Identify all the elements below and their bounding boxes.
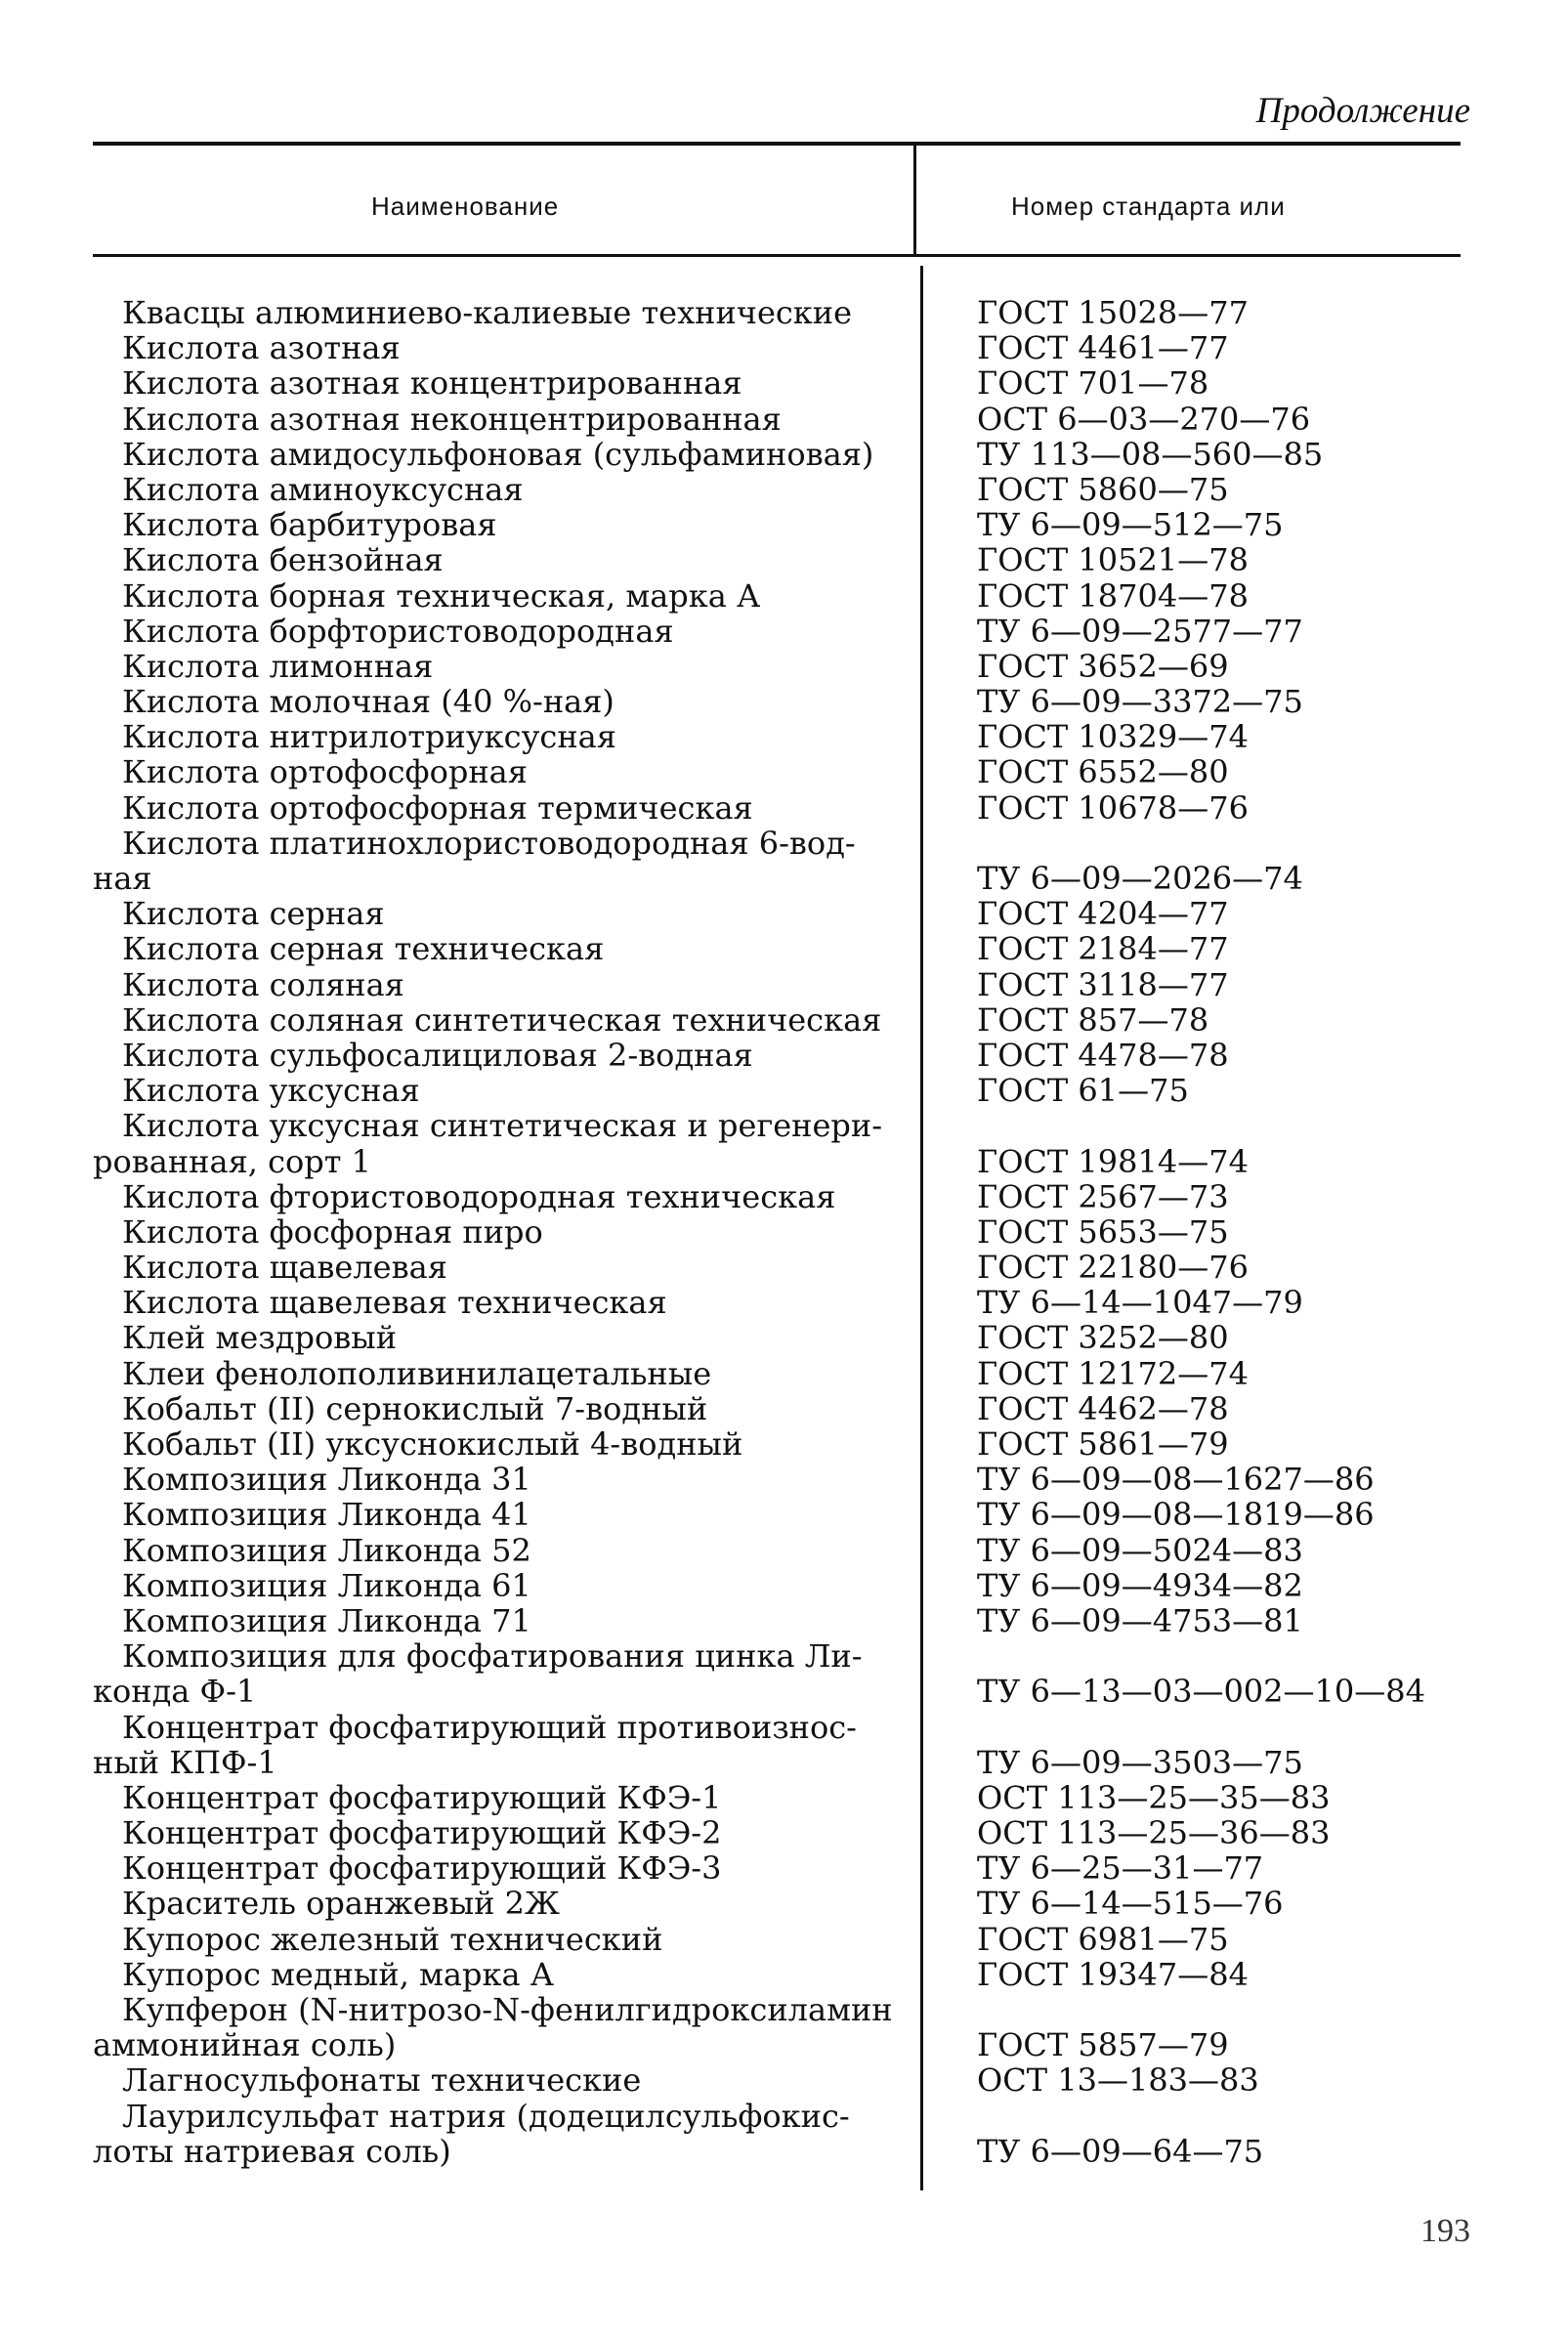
standard-number: ГОСТ 5857—79 [977, 2026, 1229, 2064]
item-name-line: Композиция Ликонда 31 [122, 1461, 531, 1499]
item-name-line: Кислота соляная [122, 965, 404, 1003]
table-row [93, 330, 1461, 365]
item-name-line: Кислота фтористоводородная техническая [122, 1177, 836, 1215]
item-name [93, 1073, 894, 1108]
standard-number: ТУ 6—09—08—1819—86 [977, 1496, 1375, 1534]
table-row [93, 1603, 1461, 1638]
table-row [93, 1780, 1461, 1815]
table-row [93, 365, 1461, 401]
item-name-line: Кислота серная техническая [122, 930, 605, 968]
table-row [93, 649, 1461, 684]
item-name [93, 1780, 894, 1815]
table-row [93, 1568, 1461, 1603]
standard-number: ТУ 6—09—08—1627—86 [977, 1461, 1375, 1499]
item-name [93, 614, 894, 649]
standard-number: ГОСТ 10329—74 [977, 718, 1249, 756]
item-name [93, 1462, 894, 1497]
item-name [93, 1815, 894, 1850]
standard-number: ГОСТ 5860—75 [977, 470, 1229, 508]
table-row [93, 1886, 1461, 1921]
table-body [93, 295, 1461, 2169]
item-name [93, 896, 894, 931]
table-top-rule [93, 142, 1461, 146]
item-name-line: Кислота ортофосфорная термическая [122, 788, 753, 827]
item-name [93, 684, 894, 719]
item-name-line: Кислота нитрилотриуксусная [122, 718, 616, 756]
item-name [93, 1179, 894, 1214]
standard-number: ГОСТ 19347—84 [977, 1955, 1249, 1993]
item-name [93, 967, 894, 1002]
standard-number: ГОСТ 19814—74 [977, 1142, 1249, 1180]
table-row [93, 790, 1461, 826]
table-row [93, 402, 1461, 437]
item-name [93, 1638, 894, 1709]
item-name-line: Кислота сульфосалициловая 2-водная [122, 1036, 753, 1074]
table-row [93, 1073, 1461, 1108]
standard-number: ТУ 6—25—31—77 [977, 1849, 1264, 1888]
standard-number: ТУ 6—09—2026—74 [977, 860, 1303, 897]
standard-number: ГОСТ 61—75 [977, 1072, 1189, 1110]
table-row [93, 967, 1461, 1002]
table-row [93, 614, 1461, 649]
item-name-line: Кислота уксусная [122, 1072, 420, 1110]
item-name [93, 295, 894, 330]
standard-number: ГОСТ 22180—76 [977, 1249, 1249, 1287]
standard-number: ГОСТ 2184—77 [977, 930, 1229, 968]
table-row [93, 437, 1461, 472]
item-name [93, 1922, 894, 1957]
table-row [93, 1038, 1461, 1073]
item-name-line: ная [93, 860, 152, 897]
item-name-line: Кислота серная [122, 895, 385, 933]
standard-number: ГОСТ 4204—77 [977, 895, 1229, 933]
standard-number: ГОСТ 3252—80 [977, 1319, 1229, 1357]
standard-number: ТУ 6—09—4753—81 [977, 1601, 1303, 1639]
item-name [93, 1497, 894, 1532]
header-column-divider [913, 142, 916, 257]
table-row [93, 2099, 1461, 2169]
item-name-line: Кислота ортофосфорная [122, 753, 528, 791]
standard-number: ГОСТ 3118—77 [977, 965, 1229, 1003]
item-name [93, 1108, 894, 1178]
item-name-line: Кислота уксусная синтетическая и регенери- [122, 1107, 883, 1145]
column-header-name: Наименование [371, 191, 560, 221]
item-name-line: Кислота щавелевая техническая [122, 1284, 667, 1322]
item-name [93, 790, 894, 826]
item-name-line: Композиция Ликонда 71 [122, 1601, 531, 1639]
item-name-line: Концентрат фосфатирующий противоизнос- [122, 1708, 857, 1746]
standard-number: ГОСТ 2567—73 [977, 1177, 1229, 1215]
table-row [93, 826, 1461, 896]
table-row [93, 1179, 1461, 1214]
standard-number: ГОСТ 3652—69 [977, 647, 1229, 685]
table-row [93, 931, 1461, 966]
item-name [93, 507, 894, 542]
standard-number: ГОСТ 4462—78 [977, 1389, 1229, 1427]
item-name-line: ный КПФ-1 [93, 1743, 277, 1781]
item-name-line: Клей мездровый [122, 1319, 398, 1357]
standard-number: ТУ 6—09—2577—77 [977, 612, 1303, 650]
table-row [93, 1992, 1461, 2062]
item-name [93, 1038, 894, 1073]
header-bottom-rule [93, 254, 1461, 257]
table-row [93, 1108, 1461, 1178]
standard-number: ОСТ 113—25—36—83 [977, 1814, 1331, 1852]
item-name-line: Кислота платинохлористоводородная 6-вод- [122, 824, 856, 862]
table-row [93, 1214, 1461, 1250]
table-row [93, 1957, 1461, 1992]
table-row [93, 507, 1461, 542]
item-name-line: Кислота лимонная [122, 647, 434, 685]
item-name-line: Кислота барбитуровая [122, 506, 497, 544]
standard-number: ГОСТ 15028—77 [977, 294, 1249, 331]
item-name-line: Кислота фосфорная пиро [122, 1212, 543, 1251]
item-name [93, 1603, 894, 1638]
table-row [93, 754, 1461, 789]
item-name-line: Купорос железный технический [122, 1920, 663, 1958]
table-row [93, 1850, 1461, 1886]
item-name-line: Композиция для фосфатирования цинка Ли- [122, 1637, 863, 1676]
item-name [93, 931, 894, 966]
item-name-line: лоты натриевая соль) [93, 2132, 451, 2170]
item-name-line: Краситель оранжевый 2Ж [122, 1885, 560, 1923]
table-row [93, 1250, 1461, 1285]
item-name-line: Кислота азотная неконцентрированная [122, 400, 782, 438]
item-name-line: Композиция Ликонда 41 [122, 1496, 531, 1534]
table-row [93, 1426, 1461, 1462]
item-name-line: Композиция Ликонда 52 [122, 1531, 531, 1569]
item-name-line: Кислота молочная (40 %-ная) [122, 683, 614, 721]
table-row [93, 1356, 1461, 1391]
standard-number: ГОСТ 10678—76 [977, 788, 1249, 827]
item-name [93, 1426, 894, 1462]
table-row [93, 1002, 1461, 1038]
item-name-line: Клеи фенолополивинилацетальные [122, 1354, 712, 1392]
table-row [93, 1710, 1461, 1780]
table-row [93, 684, 1461, 719]
item-name [93, 2062, 894, 2098]
item-name [93, 437, 894, 472]
item-name [93, 1285, 894, 1320]
standard-number: ГОСТ 10521—78 [977, 541, 1249, 579]
item-name-line: Кислота борная техническая, марка А [122, 576, 761, 615]
standard-number: ГОСТ 5653—75 [977, 1212, 1229, 1251]
item-name [93, 1992, 894, 2062]
table-row [93, 719, 1461, 754]
standard-number: ТУ 6—09—3372—75 [977, 683, 1303, 721]
table-row [93, 896, 1461, 931]
item-name-line: аммонийная соль) [93, 2026, 397, 2064]
standard-number: ГОСТ 6981—75 [977, 1920, 1229, 1958]
column-header-number: Номер стандарта или [1011, 191, 1286, 221]
standard-number: ГОСТ 4461—77 [977, 329, 1229, 367]
continuation-label: Продолжение [1255, 91, 1470, 131]
table-row [93, 1533, 1461, 1568]
standard-number: ГОСТ 4478—78 [977, 1036, 1229, 1074]
standard-number: ОСТ 13—183—83 [977, 2061, 1259, 2100]
standard-number: ГОСТ 701—78 [977, 364, 1209, 403]
standard-number: ТУ 6—09—512—75 [977, 506, 1284, 544]
item-name-line: Кислота амидосульфоновая (сульфаминовая) [122, 435, 874, 473]
item-name [93, 472, 894, 507]
item-name-line: Кислота азотная концентрированная [122, 364, 742, 403]
standard-number: ГОСТ 18704—78 [977, 576, 1249, 615]
item-name [93, 1568, 894, 1603]
item-name-line: конда Ф-1 [93, 1673, 257, 1711]
standard-number: ТУ 6—09—5024—83 [977, 1531, 1303, 1569]
standard-number: ГОСТ 6552—80 [977, 753, 1229, 791]
item-name-line: Купферон (N-нитрозо-N-фенилгидроксиламин [122, 1991, 893, 2028]
item-name-line: Кислота соляная синтетическая техническая [122, 1000, 882, 1039]
table-row [93, 1815, 1461, 1850]
standard-number: ОСТ 113—25—35—83 [977, 1778, 1331, 1816]
item-name-line: рованная, сорт 1 [93, 1142, 372, 1180]
table-row [93, 1497, 1461, 1532]
page-number: 193 [1420, 2213, 1470, 2249]
item-name [93, 1850, 894, 1886]
item-name [93, 1710, 894, 1780]
item-name-line: Квасцы алюминиево-калиевые технические [122, 294, 853, 331]
item-name [93, 754, 894, 789]
table-row [93, 1320, 1461, 1355]
item-name [93, 1957, 894, 1992]
table-row [93, 1922, 1461, 1957]
item-name-line: Композиция Ликонда 61 [122, 1566, 531, 1604]
item-name-line: Лагносульфонаты технические [122, 2061, 642, 2100]
item-name [93, 2099, 894, 2169]
standard-number: ОСТ 6—03—270—76 [977, 400, 1311, 438]
item-name-line: Концентрат фосфатирующий КФЭ-3 [122, 1849, 722, 1888]
table-row [93, 472, 1461, 507]
table-row [93, 2062, 1461, 2098]
standard-number: ТУ 6—13—03—002—10—84 [977, 1673, 1425, 1711]
item-name [93, 1356, 894, 1391]
table-row [93, 1285, 1461, 1320]
item-name-line: Кислота азотная [122, 329, 401, 367]
item-name [93, 1002, 894, 1038]
standard-number: ТУ 6—14—515—76 [977, 1885, 1284, 1923]
table-row [93, 542, 1461, 577]
table-row [93, 1462, 1461, 1497]
table-row [93, 578, 1461, 614]
table-row [93, 295, 1461, 330]
standard-number: ТУ 113—08—560—85 [977, 435, 1324, 473]
item-name [93, 542, 894, 577]
item-name-line: Кобальт (II) уксуснокислый 4-водный [122, 1425, 743, 1463]
item-name-line: Концентрат фосфатирующий КФЭ-1 [122, 1778, 722, 1816]
item-name [93, 578, 894, 614]
item-name [93, 826, 894, 896]
item-name-line: Кислота щавелевая [122, 1249, 447, 1287]
item-name [93, 649, 894, 684]
standard-number: ГОСТ 12172—74 [977, 1354, 1249, 1392]
item-name-line: Кислота аминоуксусная [122, 470, 524, 508]
item-name [93, 719, 894, 754]
item-name [93, 330, 894, 365]
item-name-line: Лаурилсульфат натрия (додецилсульфокис- [122, 2097, 850, 2135]
item-name-line: Купорос медный, марка А [122, 1955, 554, 1993]
standard-number: ТУ 6—09—3503—75 [977, 1743, 1303, 1781]
table-row [93, 1638, 1461, 1709]
standard-number: ТУ 6—09—64—75 [977, 2132, 1264, 2170]
item-name [93, 402, 894, 437]
item-name-line: Концентрат фосфатирующий КФЭ-2 [122, 1814, 722, 1852]
item-name-line: Кислота бензойная [122, 541, 444, 579]
standard-number: ТУ 6—14—1047—79 [977, 1284, 1303, 1322]
item-name-line: Кобальт (II) сернокислый 7-водный [122, 1389, 708, 1427]
table-row [93, 1391, 1461, 1426]
standard-number: ГОСТ 5861—79 [977, 1425, 1229, 1463]
item-name [93, 1533, 894, 1568]
item-name [93, 1250, 894, 1285]
item-name [93, 365, 894, 401]
item-name [93, 1391, 894, 1426]
item-name [93, 1214, 894, 1250]
standard-number: ГОСТ 857—78 [977, 1000, 1209, 1039]
item-name [93, 1320, 894, 1355]
standard-number: ТУ 6—09—4934—82 [977, 1566, 1303, 1604]
item-name-line: Кислота борфтористоводородная [122, 612, 674, 650]
item-name [93, 1886, 894, 1921]
